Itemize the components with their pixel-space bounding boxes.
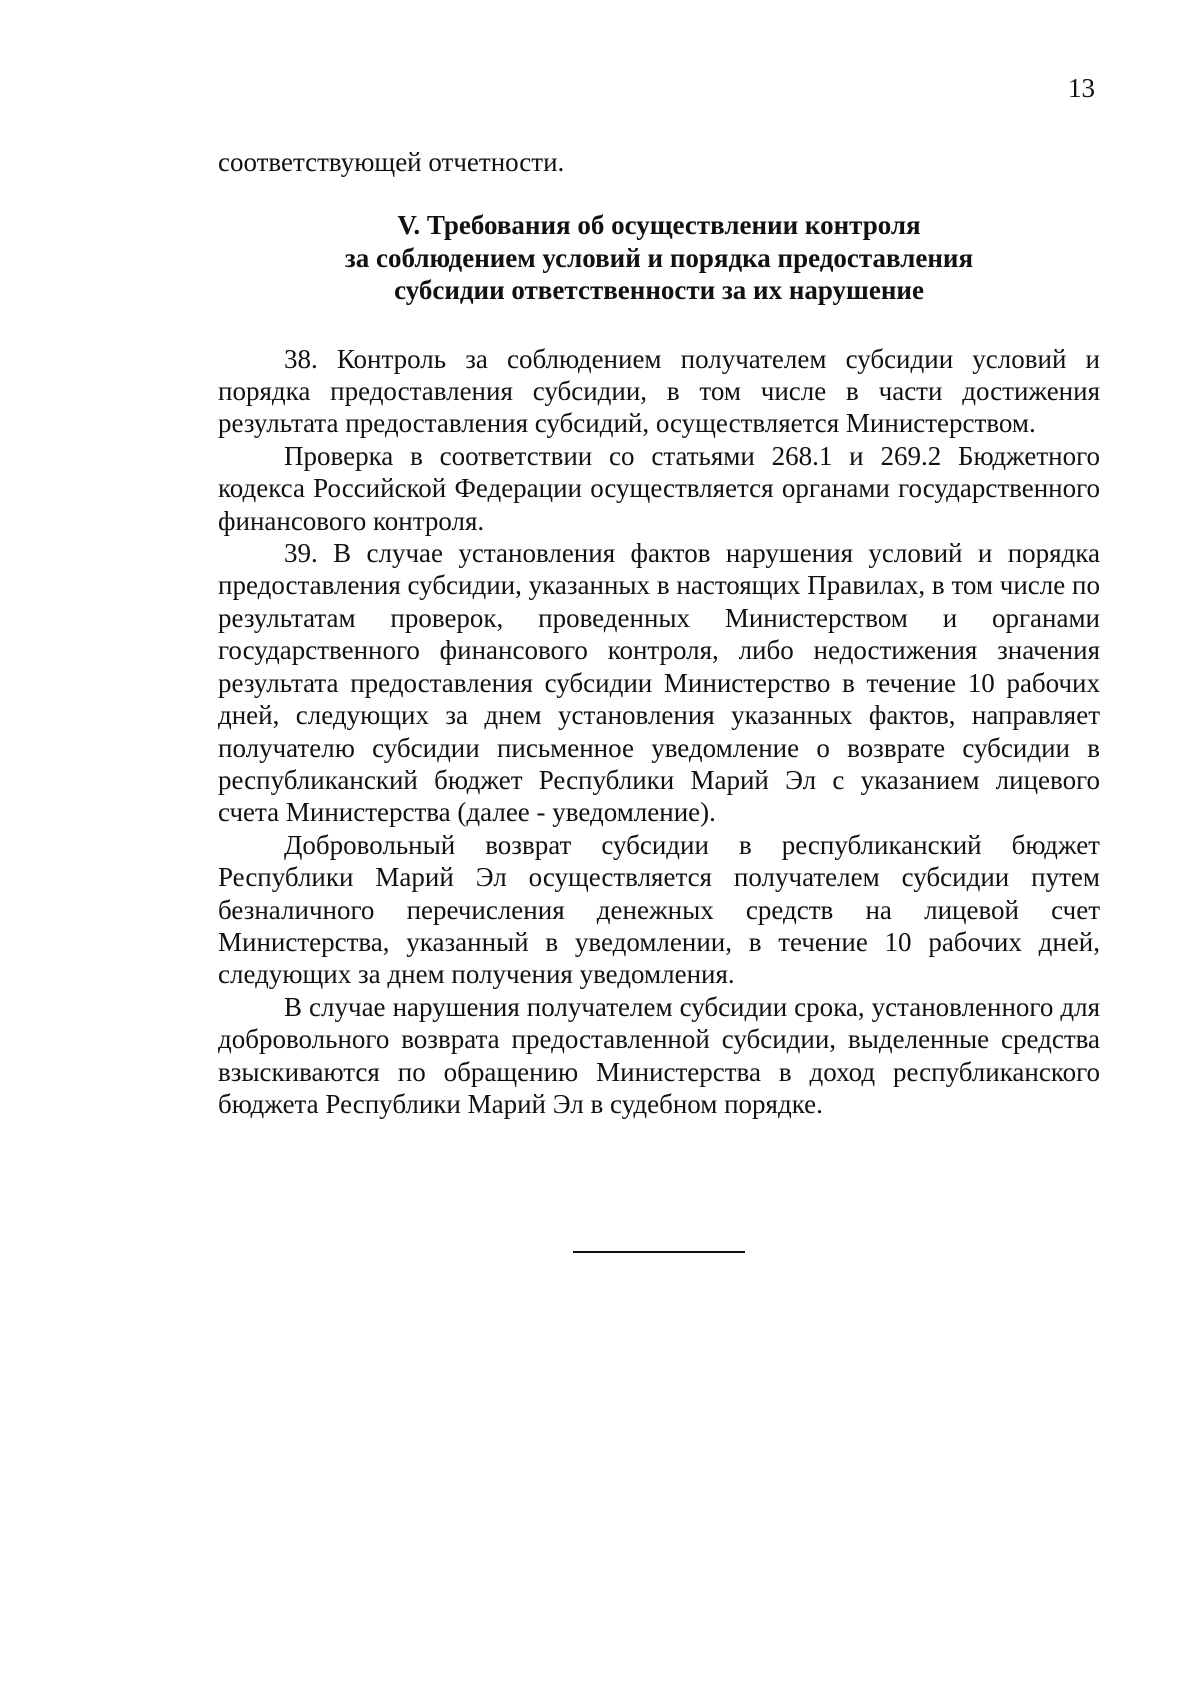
document-body bbox=[218, 146, 1100, 1120]
paragraph-39: 39. В случае установления фактов нарушения условий и порядка предоставления субсидии, указанных в настоящих Правилах, в том числе по результатам проверок, проведенных Министерством и органами государственного финансового контроля, либо недостижения значения результата предоставления субсидии Министерство в течение 10 рабочих дней, следующих за днем установления указанных фактов, направляет получателю субсидии письменное уведомление о возврате субсидии в республиканский бюджет Республики Марий Эл с указанием лицевого счета Министерства (далее - уведомление). bbox=[218, 538, 1100, 828]
section-heading-line-3: субсидии ответственности за их нарушение bbox=[394, 275, 924, 306]
continuation-text: соответствующей отчетности. bbox=[218, 147, 565, 177]
section-heading-line-1: V. Требования об осуществлении контроля bbox=[397, 210, 921, 241]
paragraph-inspection: Проверка в соответствии со статьями 268.1 и 269.2 Бюджетного кодекса Российской Федерации осуществляется органами государственного финансового контроля. bbox=[218, 440, 1100, 536]
paragraph-court-recovery: В случае нарушения получателем субсидии срока, установленного для добровольного возврата предоставленной субсидии, выделенные средства взыскиваются по обращению Министерства в доход республиканского бюджета Республики Марий Эл в судебном порядке. bbox=[218, 991, 1100, 1119]
page-number: 13 bbox=[1068, 73, 1095, 103]
end-of-document-rule bbox=[573, 1251, 745, 1253]
section-heading bbox=[218, 209, 1100, 306]
paragraph-voluntary-return: Добровольный возврат субсидии в республиканский бюджет Республики Марий Эл осуществляется получателем субсидии путем безналичного перечисления денежных средств на лицевой счет Министерства, указанный в уведомлении, в течение 10 рабочих дней, следующих за днем получения уведомления. bbox=[218, 829, 1100, 990]
section-heading-line-2: за соблюдением условий и порядка предоставления bbox=[344, 242, 974, 273]
paragraph-38: 38. Контроль за соблюдением получателем субсидии условий и порядка предоставления субсидии, в том числе в части достижения результата предоставления субсидий, осуществляется Министерством. bbox=[218, 343, 1100, 439]
